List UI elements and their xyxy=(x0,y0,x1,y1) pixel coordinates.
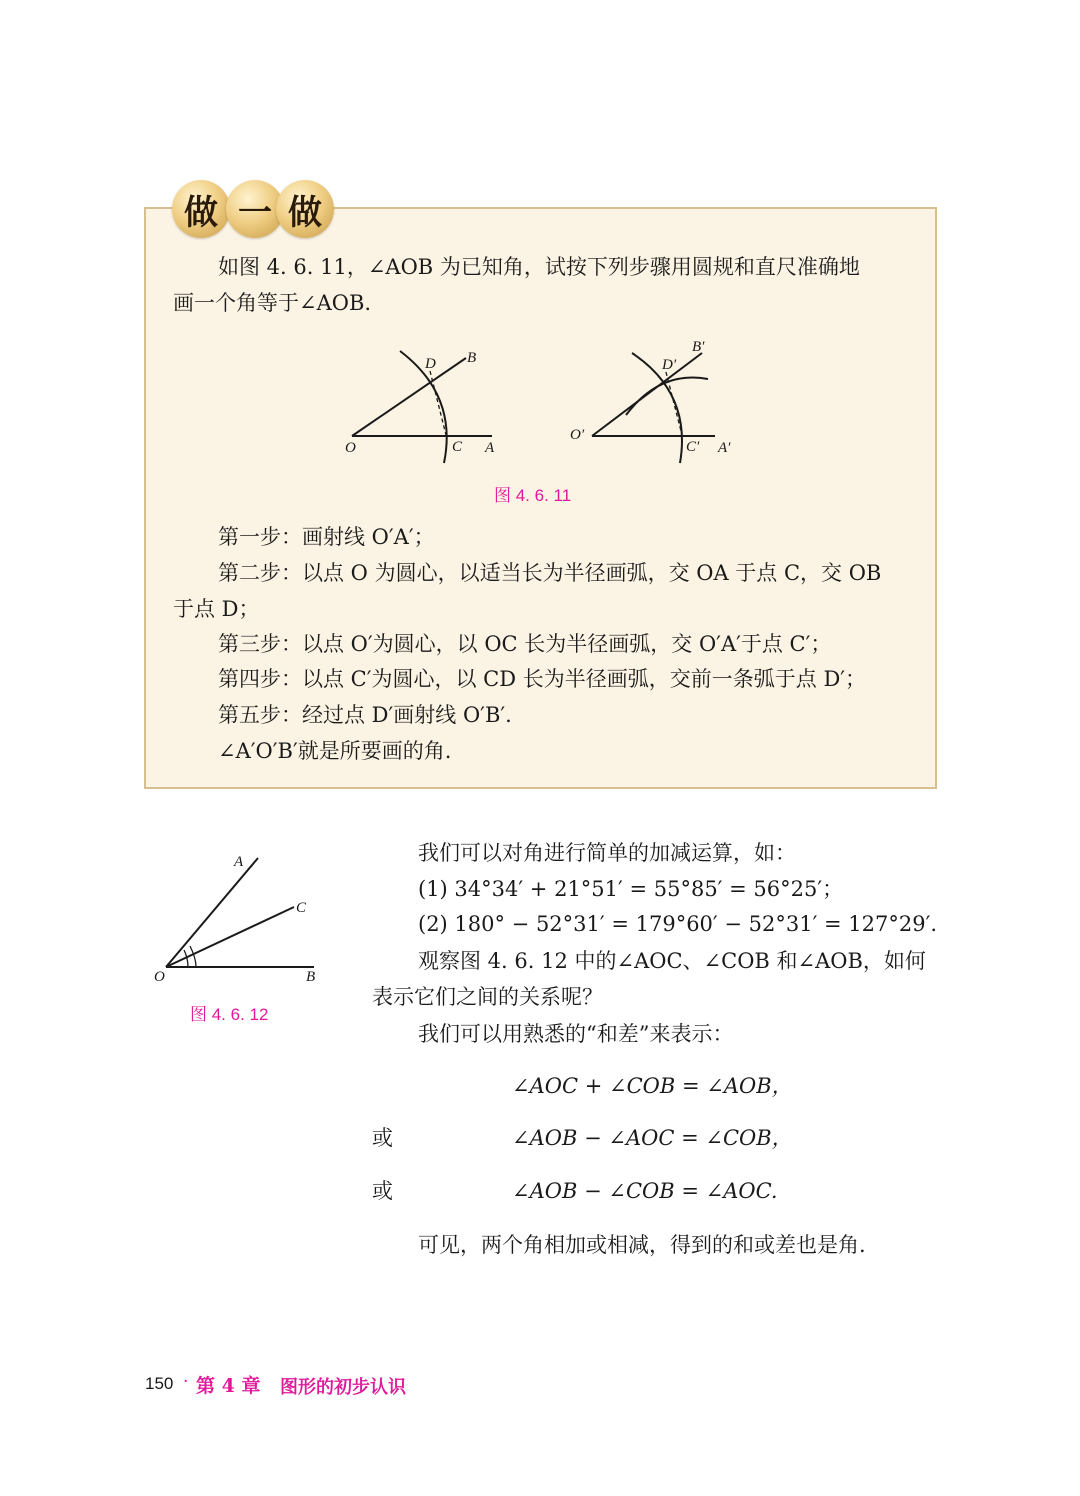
main-line-1: 我们可以对角进行简单的加减运算，如： xyxy=(418,841,796,865)
activity-badge-char-1: 做 xyxy=(172,180,230,238)
equation-2-prefix: 或 xyxy=(372,1126,393,1150)
ray-oa xyxy=(166,858,258,967)
figure-4-6-12 xyxy=(150,850,330,990)
step-result: ∠A′O′B′就是所要画的角. xyxy=(218,739,452,763)
activity-intro-line-2: 画一个角等于∠AOB. xyxy=(173,291,372,315)
chord-c-prime-d-prime xyxy=(666,372,682,435)
label-b: B xyxy=(306,969,316,985)
equation-2: ∠AOB − ∠AOC = ∠COB， xyxy=(512,1126,793,1150)
step-5: 第五步：经过点 D′画射线 O′B′. xyxy=(218,703,512,727)
label-a-prime: A′ xyxy=(718,440,731,456)
label-d-prime: D′ xyxy=(662,357,677,373)
main-line-5: 表示它们之间的关系呢？ xyxy=(372,985,603,1009)
main-line-4: 观察图 4. 6. 12 中的∠AOC、∠COB 和∠AOB，如何 xyxy=(418,949,926,973)
label-o: O xyxy=(345,440,356,456)
activity-badge-char-3: 做 xyxy=(276,180,334,238)
figure-4-6-11 xyxy=(330,335,750,470)
label-o: O xyxy=(154,969,165,985)
label-c-prime: C′ xyxy=(686,439,700,455)
step-1: 第一步：画射线 O′A′； xyxy=(218,525,435,549)
ray-oc xyxy=(166,907,294,967)
main-line-2: (1) 34°34′ + 21°51′ = 55°85′ = 56°25′； xyxy=(418,877,844,901)
label-b: B xyxy=(467,350,477,366)
ray-ob xyxy=(352,358,466,436)
label-b-prime: B′ xyxy=(692,339,705,355)
chapter-label: 第 4 章 xyxy=(196,1375,261,1397)
label-a: A xyxy=(485,440,495,456)
chapter-title: 图形的初步认识 xyxy=(280,1377,406,1398)
label-d: D xyxy=(425,356,436,372)
footer-separator: · xyxy=(183,1372,189,1392)
activity-badge-char-2: 一 xyxy=(226,180,284,238)
arc-through-d-prime xyxy=(626,378,708,416)
figure-4-6-11-caption: 图 4. 6. 11 xyxy=(494,486,572,505)
angle-arc-outer xyxy=(190,946,196,967)
step-2-continued: 于点 D； xyxy=(173,597,260,621)
label-c: C xyxy=(452,439,463,455)
figure-4-6-12-caption: 图 4. 6. 12 xyxy=(190,1005,269,1024)
arc-cd xyxy=(400,351,447,463)
main-line-6: 我们可以用熟悉的“和差”来表示： xyxy=(418,1022,734,1046)
equation-3: ∠AOB − ∠COB = ∠AOC. xyxy=(512,1179,778,1203)
page-number: 150 xyxy=(145,1374,174,1393)
step-4: 第四步：以点 C′为圆心，以 CD 长为半径画弧，交前一条弧于点 D′； xyxy=(218,667,867,691)
label-c: C xyxy=(296,900,307,916)
equation-1: ∠AOC + ∠COB = ∠AOB， xyxy=(512,1074,793,1098)
label-a: A xyxy=(234,854,244,870)
conclusion: 可见，两个角相加或相减，得到的和或差也是角. xyxy=(418,1233,866,1257)
activity-intro-line-1: 如图 4. 6. 11，∠AOB 为已知角，试按下列步骤用圆规和直尺准确地 xyxy=(218,255,860,279)
label-o-prime: O′ xyxy=(570,427,585,443)
step-3: 第三步：以点 O′为圆心，以 OC 长为半径画弧，交 O′A′于点 C′； xyxy=(218,632,832,656)
main-line-3: (2) 180° − 52°31′ = 179°60′ − 52°31′ = 127°29′. xyxy=(418,912,938,936)
step-2: 第二步：以点 O 为圆心，以适当长为半径画弧，交 OA 于点 C，交 OB xyxy=(218,561,882,585)
equation-3-prefix: 或 xyxy=(372,1179,393,1203)
chord-cd xyxy=(430,371,446,435)
